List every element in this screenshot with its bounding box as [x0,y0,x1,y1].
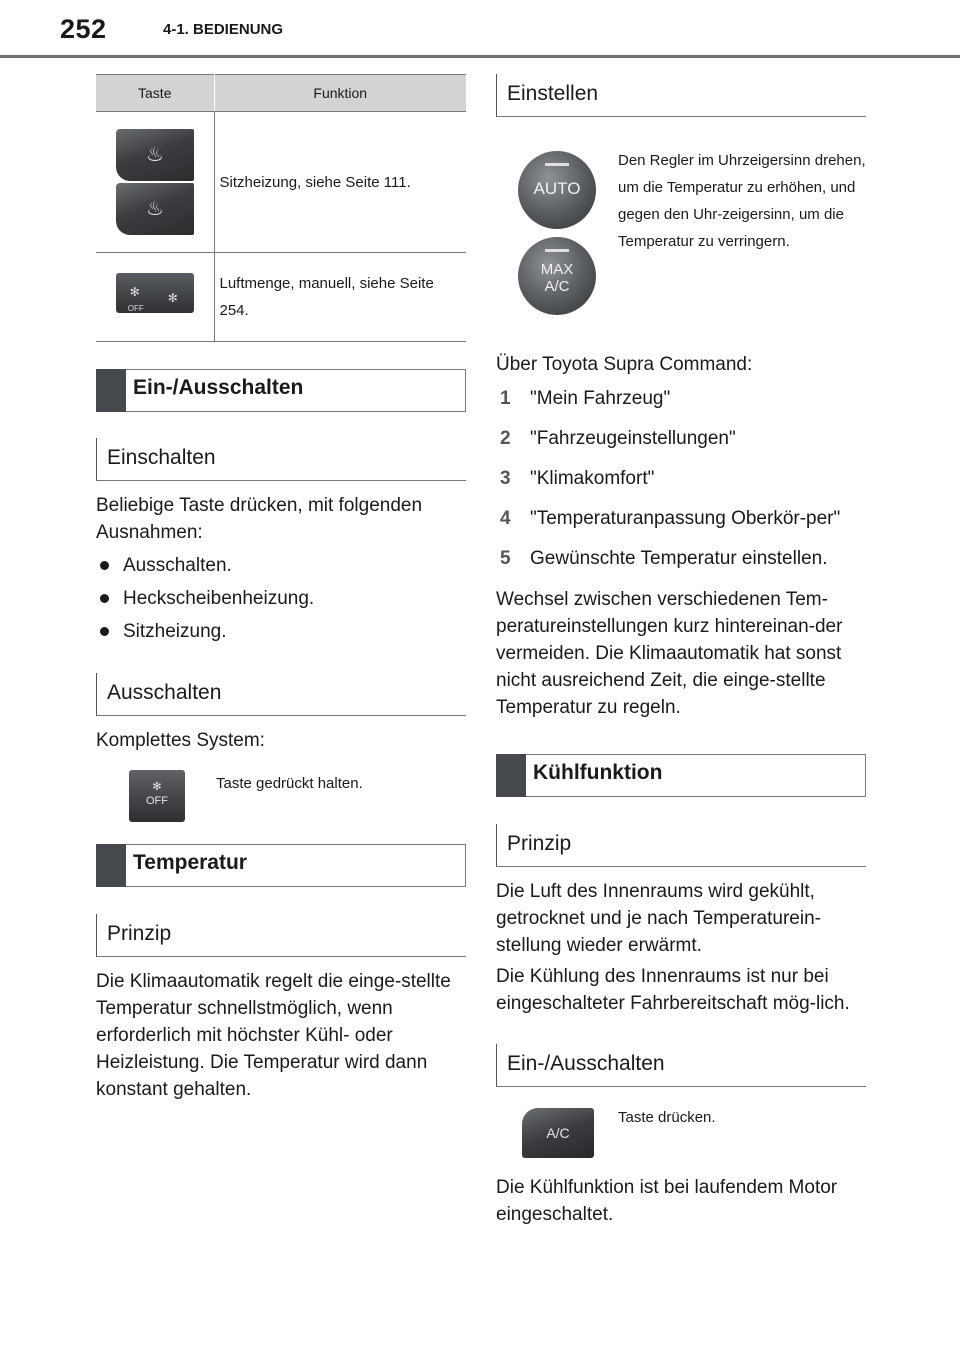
fan-off-button-icon [129,770,185,822]
temperature-knob-row [496,151,866,351]
fan-speed-buttons-icon [116,273,194,313]
subheading-text: Einstellen [507,82,599,105]
step-number: 5 [500,548,511,569]
list-item [496,544,866,574]
heading-text: Kühlfunktion [533,761,663,784]
subheading-ausschalten [96,673,466,716]
header-divider [0,55,960,58]
heading-marker [496,754,526,797]
list-item: Sitzheizung. [96,618,466,645]
subheading-text: Ein-/Ausschalten [507,1052,665,1075]
step-number: 4 [500,508,511,529]
max-ac-knob-icon [518,237,596,315]
section-heading-kuehlfunktion [496,754,866,797]
table-cell-text: Sitzheizung, siehe Seite 111. [214,112,466,253]
step-number: 2 [500,428,511,449]
off-label: OFF [127,303,144,313]
section-title: 4-1. BEDIENUNG [163,21,284,38]
paragraph: Die Kühlung des Innenraums ist nur bei eingeschalteter Fahrbereitschaft mög-lich. [496,966,850,1014]
list-item: Heckscheibenheizung. [96,585,466,612]
section-heading-temperatur [96,844,466,887]
heading-text: Ein-/Ausschalten [133,376,304,399]
page-number: 252 [60,14,107,44]
subheading-text: Prinzip [107,922,172,945]
subheading-prinzip [496,824,866,867]
paragraph: Die Luft des Innenraums wird gekühlt, getrocknet und je nach Temperaturein-stellung wieder erwärmt. [496,881,821,956]
paragraph: Wechsel zwischen verschiedenen Tem-peratureinstellungen kurz hintereinan-der vermeiden. Die Klimaautomatik hat sonst nicht ausreichend Zeit, die einge-stellte Temperatur zu regeln. [496,589,843,718]
paragraph: Beliebige Taste drücken, mit folgenden Ausnahmen: [96,495,423,543]
subheading-text: Prinzip [507,832,572,855]
step-text: "Temperaturanpassung Oberkör-per" [530,508,841,529]
section-heading-ein-aus [96,369,466,412]
table-header-funktion: Funktion [214,75,466,112]
subheading-ein-aus [496,1044,866,1087]
seat-heating-rear-icon: ♨ [116,183,194,235]
subheading-einstellen [496,74,866,117]
page-header [0,0,960,60]
ac-button-row [496,1108,866,1174]
heading-text: Temperatur [133,851,247,874]
table-cell-text: Luftmenge, manuell, siehe Seite 254. [214,253,466,342]
table-row [96,112,466,253]
knob-caption: Den Regler im Uhrzeigersinn drehen, um die Temperatur zu erhöhen, und gegen den Uhr-zeigersinn, um die Temperatur zu verringern. [618,152,866,250]
off-button-caption: Taste gedrückt halten. [216,775,363,792]
paragraph: Über Toyota Supra Command: [496,354,753,375]
off-label: OFF [146,795,168,807]
fan-small-icon: ✻ [129,284,140,299]
step-number: 3 [500,468,511,489]
max-ac-label: MAX A/C [540,261,574,295]
subheading-einschalten [96,438,466,481]
right-column [496,74,866,1228]
subheading-text: Ausschalten [107,681,222,704]
minus-marker [545,163,569,166]
auto-knob-icon [518,151,596,229]
table-row [96,253,466,342]
step-text: "Mein Fahrzeug" [530,388,671,409]
auto-label: AUTO [533,179,581,198]
list-item [496,384,866,414]
paragraph: Die Klimaautomatik regelt die einge-stellte Temperatur schnellstmöglich, wenn erforderlich mit höchster Kühl- oder Heizleistung. Die Temperatur wird dann konstant gehalten. [96,971,451,1100]
fan-large-icon: ✻ [167,290,178,305]
subheading-text: Einschalten [107,446,216,469]
ac-button-icon: A/C [522,1108,594,1158]
list-item [496,424,866,454]
list-item: Ausschalten. [96,552,466,579]
step-number: 1 [500,388,511,409]
table-cell-icon [96,112,214,253]
subheading-prinzip [96,914,466,957]
heading-marker [96,844,126,887]
list-item [496,504,866,534]
table-cell-icon [96,253,214,342]
fan-icon: ✻ [152,781,162,793]
seat-heating-front-icon: ♨ [116,129,194,181]
list-item [496,464,866,494]
minus-marker [545,249,569,252]
paragraph: Die Kühlfunktion ist bei laufendem Motor eingeschaltet. [496,1177,838,1225]
heading-marker [96,369,126,412]
step-text: "Fahrzeugeinstellungen" [530,428,736,449]
step-text: "Klimakomfort" [530,468,655,489]
paragraph: Komplettes System: [96,730,265,751]
table-header-taste: Taste [96,75,214,112]
step-text: Gewünschte Temperatur einstellen. [530,548,828,569]
left-column [96,74,466,1103]
off-button-row [96,770,466,844]
ac-button-caption: Taste drücken. [618,1109,716,1126]
button-function-table [96,74,466,342]
